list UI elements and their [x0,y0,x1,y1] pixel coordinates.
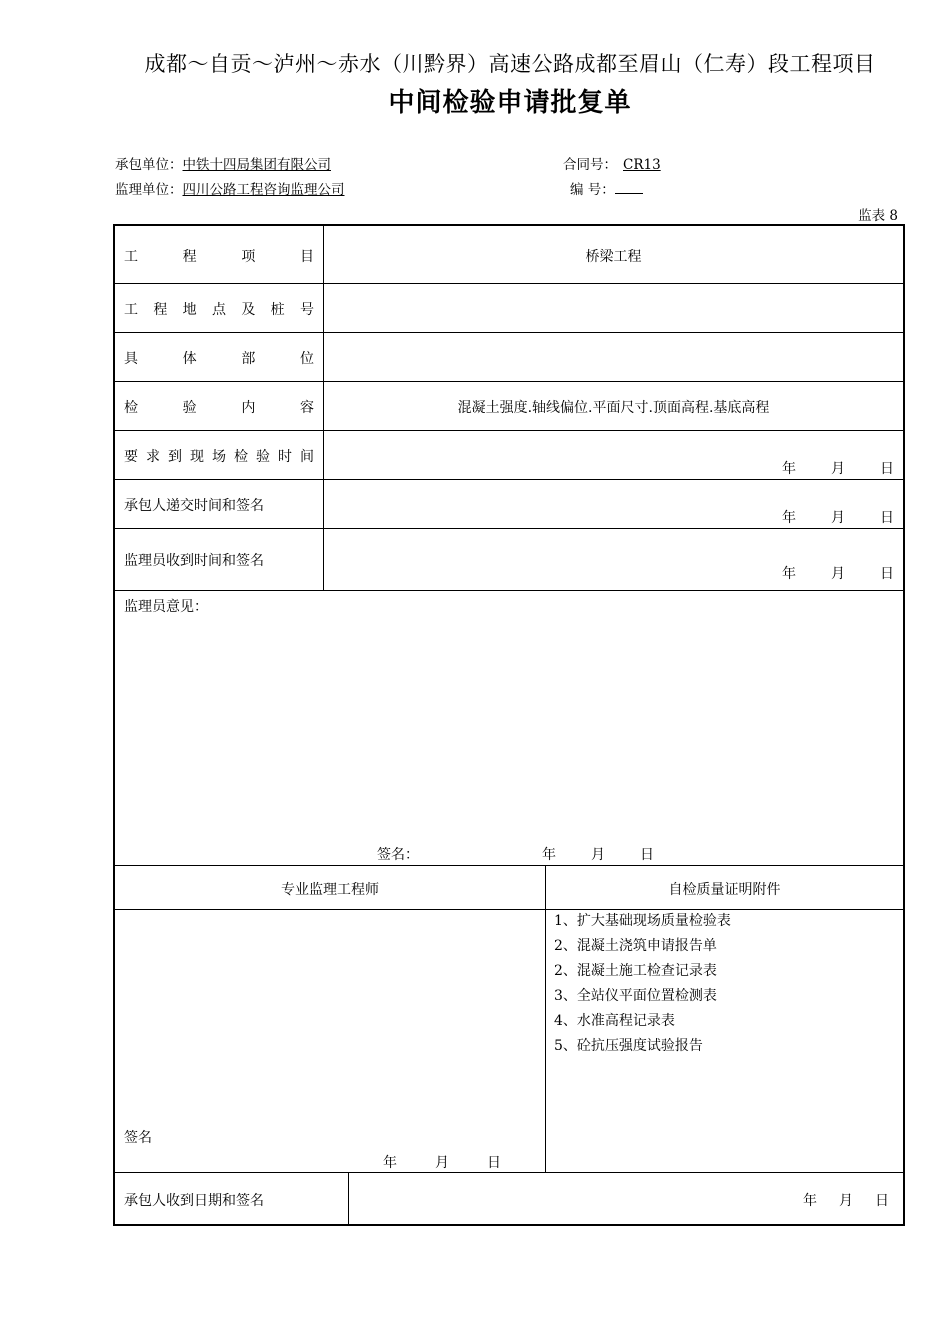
form-number: 监表 8 [858,208,898,224]
submit-label: 承包人递交时间和签名 [124,498,264,514]
project-item-value[interactable]: 桥梁工程 [585,249,642,265]
contractor-value: 中铁十四局集团有限公司 [182,157,331,173]
onsite-time-label: 要 求 到 现 场 检 验 时 间 [124,449,314,465]
engineer-sign-label[interactable]: 签名 [124,1130,152,1146]
document-title: 中间检验申请批复单 [388,88,632,118]
engineer-header: 专业监理工程师 [281,882,379,898]
footer-date[interactable]: 年 月 日 [803,1193,889,1209]
supervisor-line [115,178,345,198]
onsite-time-date[interactable]: 年 月 日 [782,461,894,477]
opinion-sign-label[interactable]: 签名： [377,847,419,863]
receive-label: 监理员收到时间和签名 [124,553,264,569]
attachments-header: 自检质量证明附件 [668,882,781,898]
list-item[interactable]: 2、混凝土施工检查记录表 [554,963,717,979]
submit-date[interactable]: 年 月 日 [782,510,894,526]
contract-no-value: CR13 [623,157,661,173]
engineer-date[interactable]: 年 月 日 [383,1155,501,1171]
attachments-list [554,909,731,1059]
opinion-label: 监理员意见： [124,599,208,615]
part-label: 具 体 部 位 [124,351,314,367]
serial-line [570,178,643,198]
receive-date[interactable]: 年 月 日 [782,566,894,582]
inspection-form [113,224,905,1226]
footer-label: 承包人收到日期和签名 [124,1193,264,1209]
list-item[interactable]: 2、混凝土浇筑申请报告单 [554,938,717,954]
content-label: 检 验 内 容 [124,400,314,416]
contractor-label: 承包单位： [115,157,183,173]
opinion-date[interactable]: 年 月 日 [542,847,654,863]
contract-no-label: 合同号： [563,157,617,173]
list-item[interactable]: 3、全站仪平面位置检测表 [554,988,717,1004]
supervisor-label: 监理单位： [115,182,183,198]
contract-no-line [563,153,667,173]
list-item[interactable]: 1、扩大基础现场质量检验表 [554,913,731,929]
content-value[interactable]: 混凝土强度.轴线偏位.平面尺寸.顶面高程.基底高程 [457,400,770,416]
serial-label: 编 号： [570,182,615,198]
project-item-label: 工 程 项 目 [124,249,314,265]
location-label: 工 程 地 点 及 桩 号 [124,302,314,318]
serial-value [615,179,643,194]
project-title: 成都～自贡～泸州～赤水（川黔界）高速公路成都至眉山（仁寿）段工程项目 [144,52,876,76]
list-item[interactable]: 4、水准高程记录表 [554,1013,675,1029]
list-item[interactable]: 5、砼抗压强度试验报告 [554,1038,703,1054]
contractor-line [115,153,331,173]
supervisor-value: 四川公路工程咨询监理公司 [182,182,345,198]
